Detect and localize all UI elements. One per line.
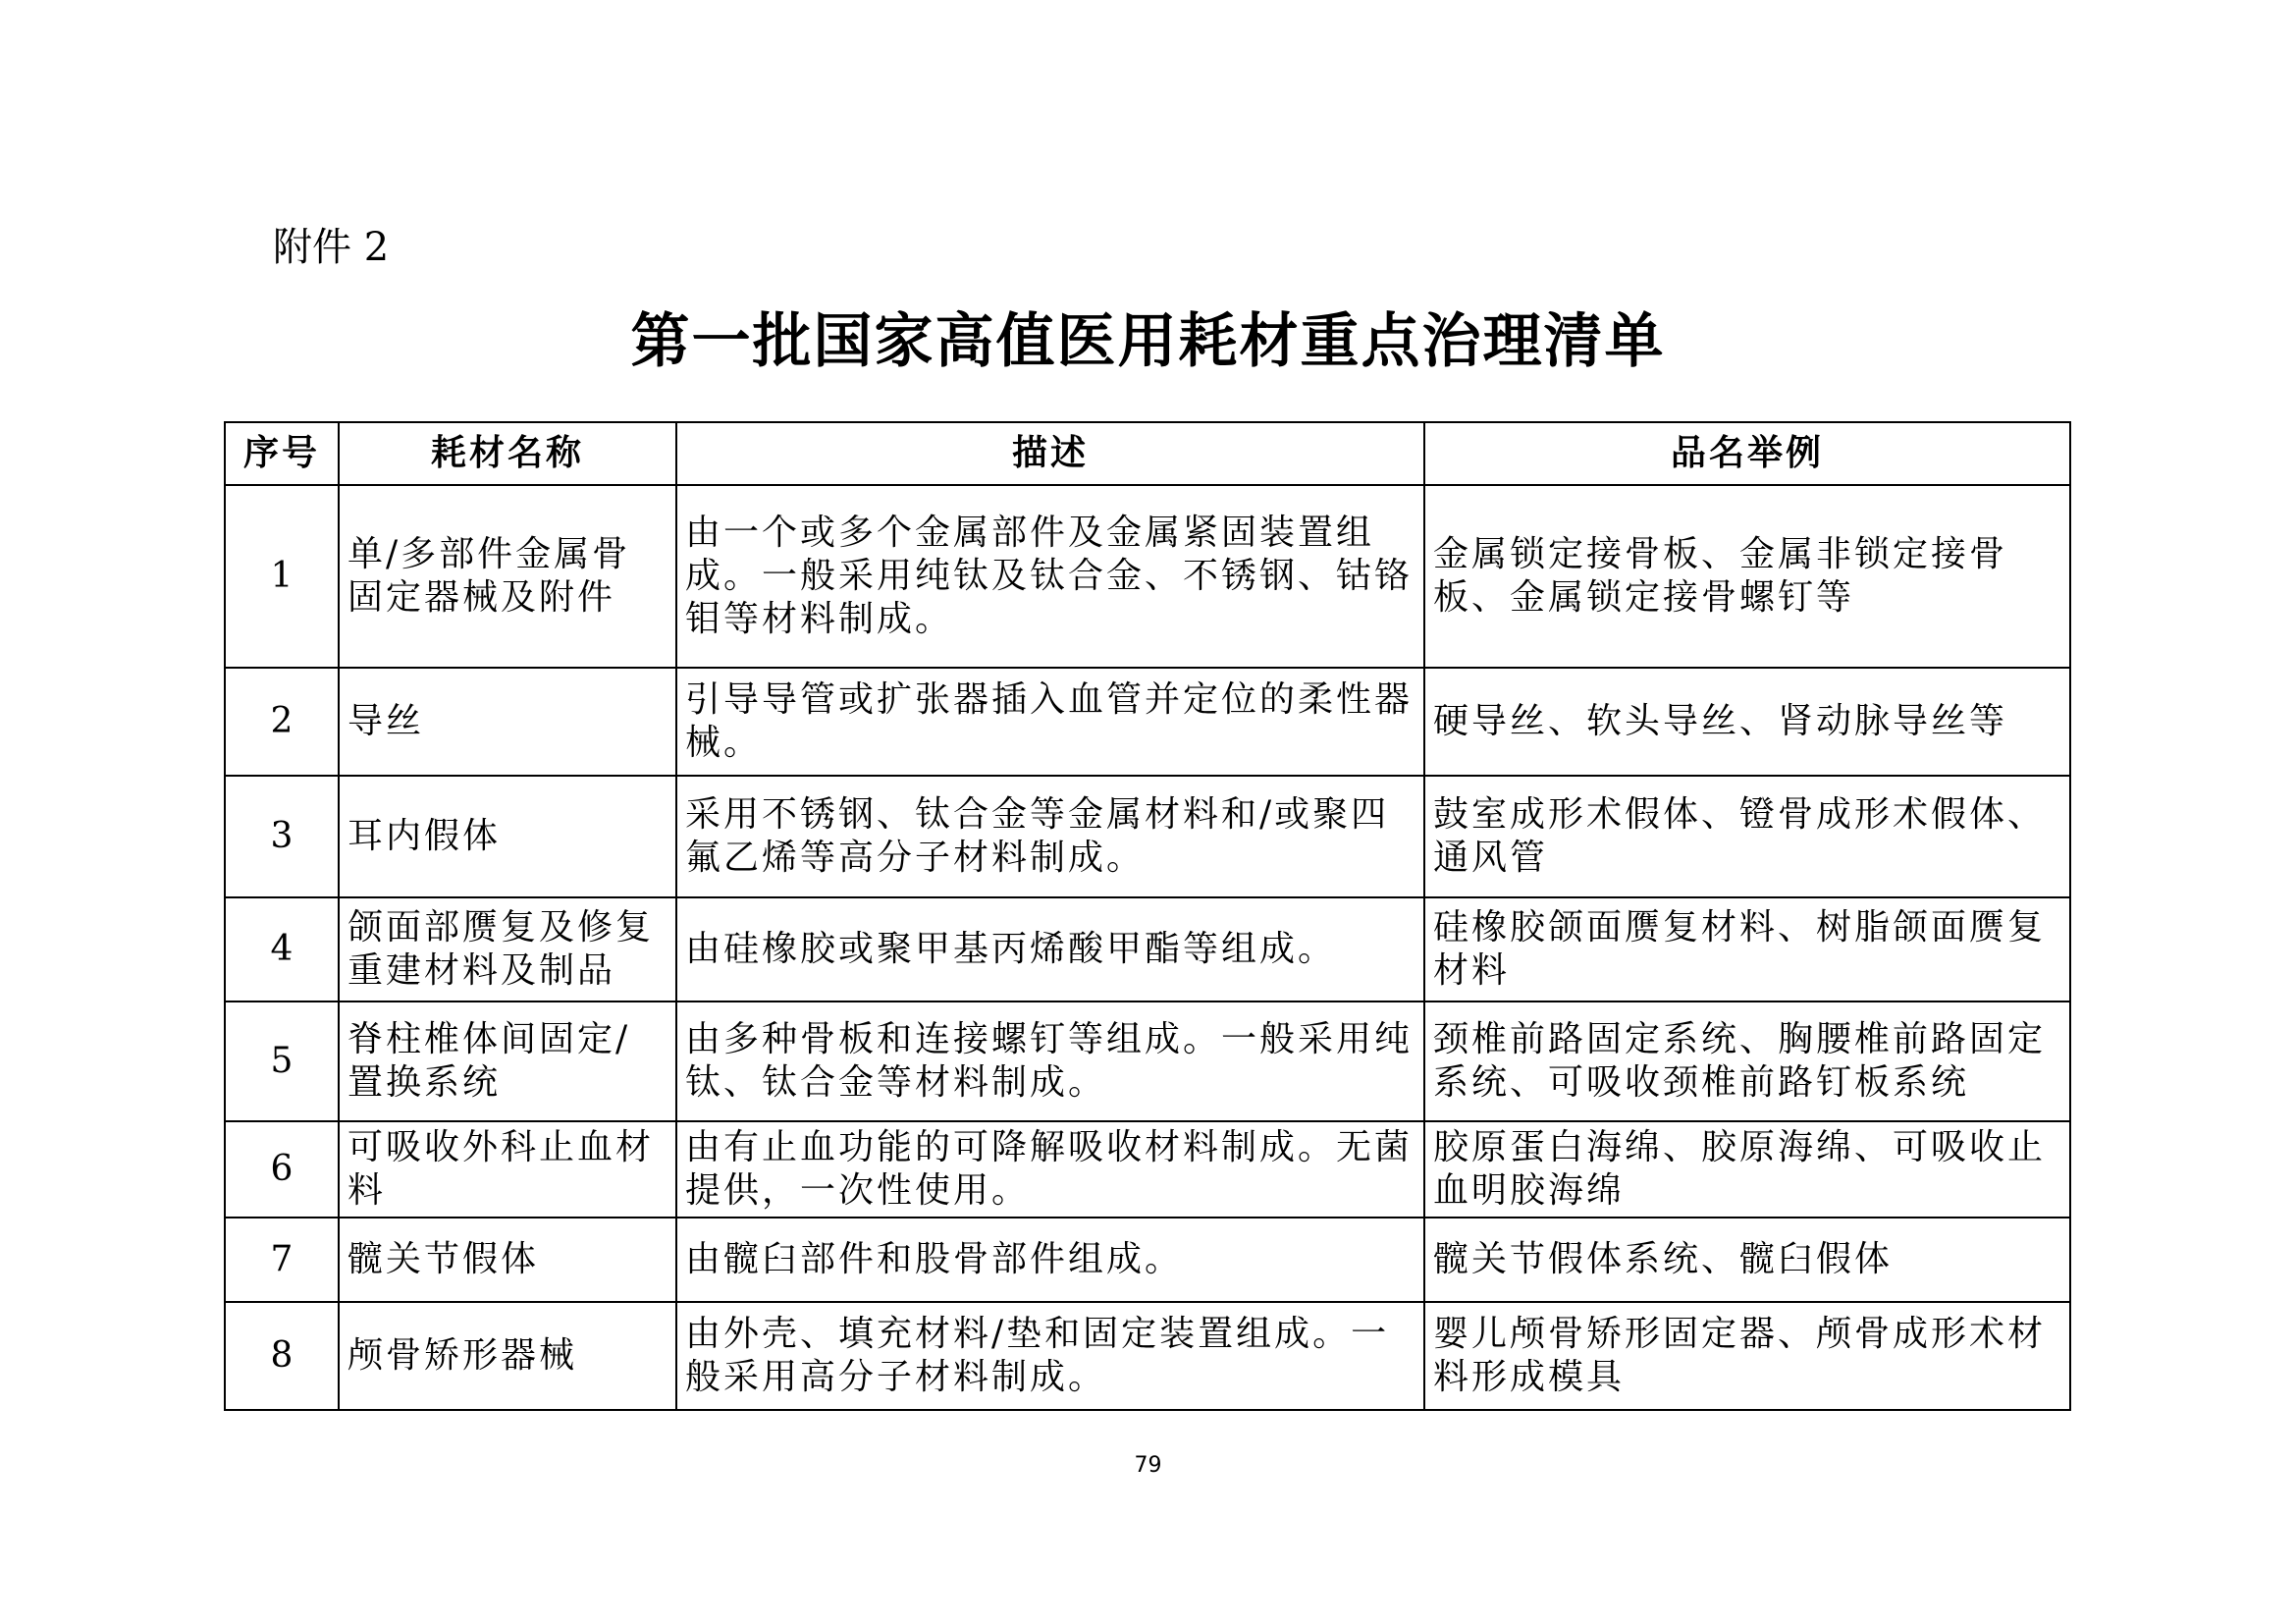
table-row <box>225 1218 2070 1302</box>
row-description: 由多种骨板和连接螺钉等组成。一般采用纯钛、钛合金等材料制成。 <box>676 1001 1424 1121</box>
table-row <box>225 1121 2070 1218</box>
row-examples: 硅橡胶颌面赝复材料、树脂颌面赝复材料 <box>1424 897 2070 1001</box>
table-row <box>225 897 2070 1001</box>
row-description: 由髋臼部件和股骨部件组成。 <box>676 1218 1424 1302</box>
table-row <box>225 1302 2070 1410</box>
header-examples: 品名举例 <box>1424 422 2070 485</box>
row-name: 颅骨矫形器械 <box>339 1302 676 1410</box>
row-examples: 胶原蛋白海绵、胶原海绵、可吸收止血明胶海绵 <box>1424 1121 2070 1218</box>
row-index: 5 <box>225 1001 339 1121</box>
row-name: 颌面部赝复及修复重建材料及制品 <box>339 897 676 1001</box>
attachment-label: 附件 2 <box>273 225 390 270</box>
row-examples: 金属锁定接骨板、金属非锁定接骨板、金属锁定接骨螺钉等 <box>1424 485 2070 668</box>
row-description: 由有止血功能的可降解吸收材料制成。无菌提供，一次性使用。 <box>676 1121 1424 1218</box>
header-description: 描述 <box>676 422 1424 485</box>
row-index: 2 <box>225 668 339 776</box>
row-description: 采用不锈钢、钛合金等金属材料和/或聚四氟乙烯等高分子材料制成。 <box>676 776 1424 897</box>
table-row <box>225 485 2070 668</box>
header-name: 耗材名称 <box>339 422 676 485</box>
row-examples: 颈椎前路固定系统、胸腰椎前路固定系统、可吸收颈椎前路钉板系统 <box>1424 1001 2070 1121</box>
row-name: 髋关节假体 <box>339 1218 676 1302</box>
header-index: 序号 <box>225 422 339 485</box>
table-row <box>225 1001 2070 1121</box>
consumables-table <box>224 421 2071 1411</box>
row-examples: 硬导丝、软头导丝、肾动脉导丝等 <box>1424 668 2070 776</box>
row-examples: 髋关节假体系统、髋臼假体 <box>1424 1218 2070 1302</box>
table-header-row <box>225 422 2070 485</box>
row-examples: 鼓室成形术假体、镫骨成形术假体、通风管 <box>1424 776 2070 897</box>
row-description: 由一个或多个金属部件及金属紧固装置组成。一般采用纯钛及钛合金、不锈钢、钴铬钼等材料制成。 <box>676 485 1424 668</box>
table-row <box>225 668 2070 776</box>
row-index: 1 <box>225 485 339 668</box>
row-name: 耳内假体 <box>339 776 676 897</box>
row-index: 3 <box>225 776 339 897</box>
row-description: 引导导管或扩张器插入血管并定位的柔性器械。 <box>676 668 1424 776</box>
row-description: 由外壳、填充材料/垫和固定装置组成。一般采用高分子材料制成。 <box>676 1302 1424 1410</box>
row-index: 4 <box>225 897 339 1001</box>
row-examples: 婴儿颅骨矫形固定器、颅骨成形术材料形成模具 <box>1424 1302 2070 1410</box>
row-index: 6 <box>225 1121 339 1218</box>
document-title: 第一批国家高值医用耗材重点治理清单 <box>630 307 1666 376</box>
row-index: 8 <box>225 1302 339 1410</box>
row-name: 单/多部件金属骨固定器械及附件 <box>339 485 676 668</box>
row-index: 7 <box>225 1218 339 1302</box>
row-name: 脊柱椎体间固定/置换系统 <box>339 1001 676 1121</box>
row-description: 由硅橡胶或聚甲基丙烯酸甲酯等组成。 <box>676 897 1424 1001</box>
row-name: 导丝 <box>339 668 676 776</box>
table-row <box>225 776 2070 897</box>
page-number: 79 <box>1134 1453 1162 1478</box>
row-name: 可吸收外科止血材料 <box>339 1121 676 1218</box>
